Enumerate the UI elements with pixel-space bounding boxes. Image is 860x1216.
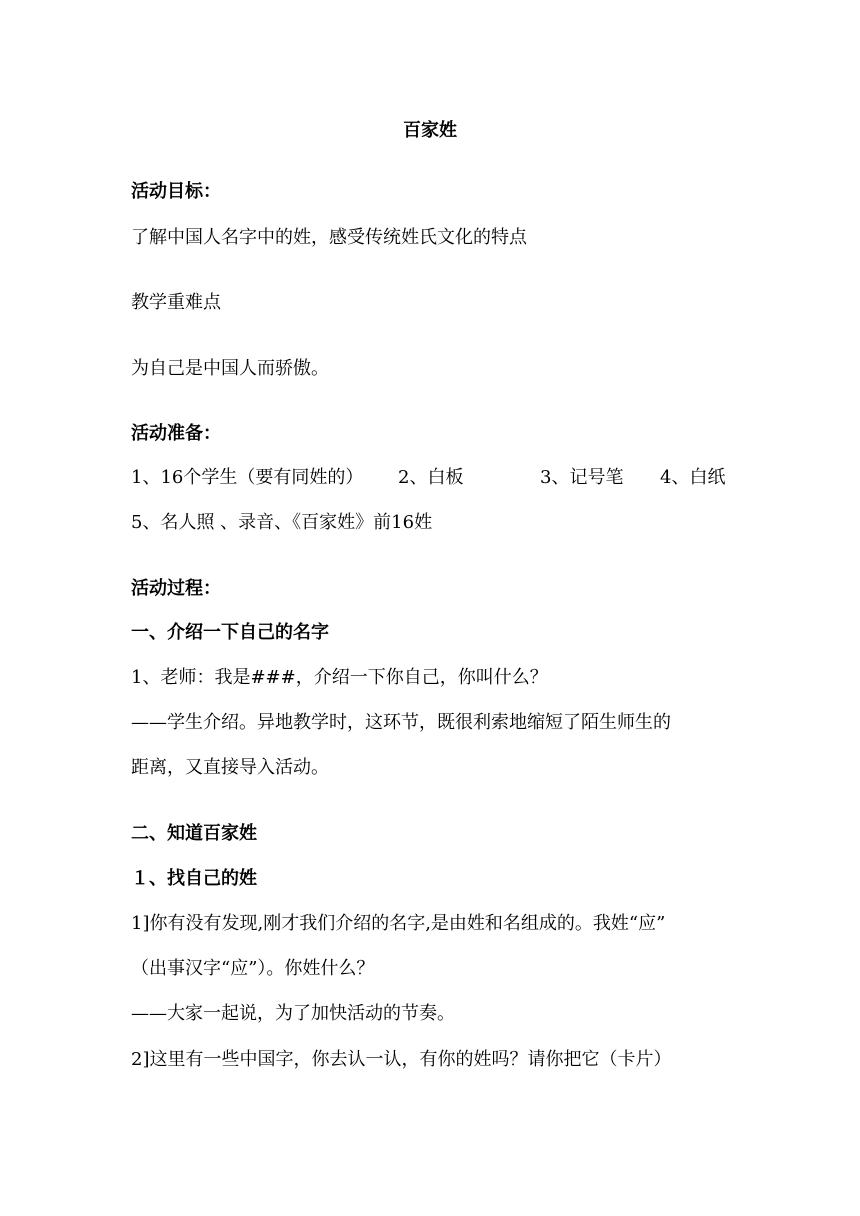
process-heading: 活动过程： — [131, 578, 221, 599]
preparation-line-2: 5、名人照 、录音、《百家姓》前16姓 — [131, 512, 433, 533]
preparation-item-2: 2、白板 — [398, 467, 464, 488]
section-1-paragraph-1: 1、老师：我是###，介绍一下你自己，你叫什么？ — [131, 667, 548, 688]
page-title: 百家姓 — [403, 120, 457, 141]
section-2-paragraph-1-line-2: （出事汉字“应”）。你姓什么？ — [131, 958, 375, 979]
key-points-text: 为自己是中国人而骄傲。 — [131, 358, 329, 379]
preparation-item-3: 3、记号笔 — [540, 467, 624, 488]
goal-heading: 活动目标： — [131, 181, 221, 202]
section-1-paragraph-2-line-2: 距离，又直接导入活动。 — [131, 757, 329, 778]
section-2-heading: 二、知道百家姓 — [131, 823, 257, 844]
section-2-paragraph-1-line-1: 1]你有没有发现,刚才我们介绍的名字,是由姓和名组成的。我姓“应” — [131, 913, 666, 934]
preparation-item-1: 1、16个学生（要有同姓的） — [131, 467, 364, 488]
goal-text: 了解中国人名字中的姓，感受传统姓氏文化的特点 — [131, 227, 527, 248]
section-2-paragraph-2: ——大家一起说，为了加快活动的节奏。 — [131, 1003, 455, 1024]
section-1-paragraph-2-line-1: ——学生介绍。异地教学时，这环节，既很利索地缩短了陌生师生的 — [131, 712, 671, 733]
section-2-paragraph-3: 2]这里有一些中国字，你去认一认，有你的姓吗？请你把它（卡片） — [131, 1049, 672, 1070]
preparation-item-4: 4、白纸 — [660, 467, 726, 488]
section-1-heading: 一、介绍一下自己的名字 — [131, 622, 329, 643]
preparation-heading: 活动准备： — [131, 423, 221, 444]
key-points-heading: 教学重难点 — [131, 292, 221, 313]
section-2-subheading-1: １、找自己的姓 — [131, 868, 257, 889]
